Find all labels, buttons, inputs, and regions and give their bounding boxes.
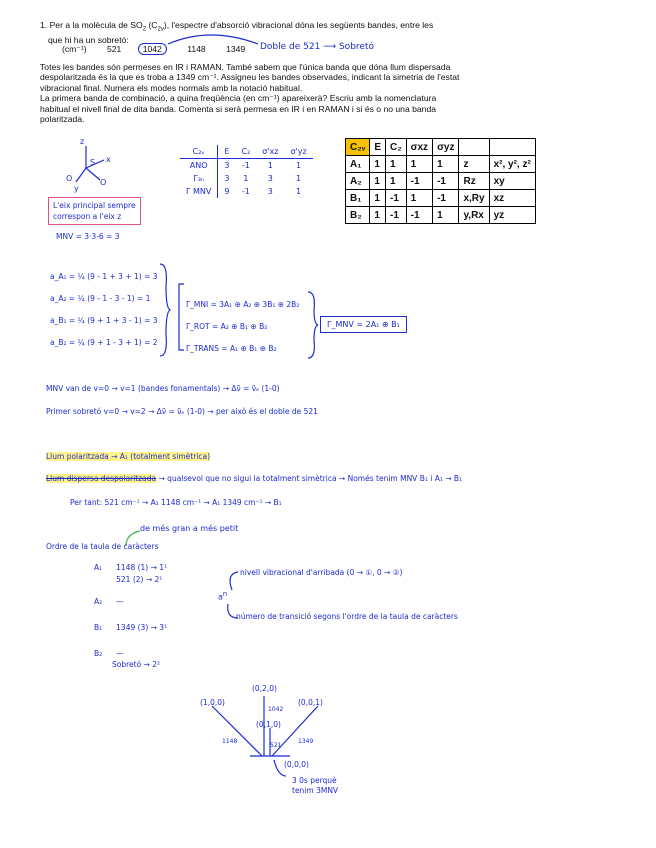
problem-para-2: La primera banda de combinació, a quina freqüència (en cm⁻¹) apareixerà? Escriu amb la nomenclatura habitual el nivell final de dita banda. Comenta si serà permesa en IR i en RAMAN i si és o no una banda polaritzada. <box>40 93 437 125</box>
level-010: (0,1,0) <box>256 720 281 729</box>
gamma-mnv-result: Γ_MNV = 2A₁ ⊕ B₁ <box>320 316 407 333</box>
freq-1349: 1349 <box>226 44 246 54</box>
axis-x-label: x <box>106 155 111 164</box>
reducible-rep-table: C₂ᵥ E C₂ σ'xz σ'yz ANO 3 -1 1 1 Γ₃ₙ 3 1 3 1 Γ MNV 9 -1 3 1 <box>180 145 313 198</box>
problem-paragraphs <box>40 62 460 124</box>
axis-y-label: y <box>74 184 79 193</box>
level-100: (1,0,0) <box>200 698 225 707</box>
principal-axis-note: L'eix principal sempre correspon a l'eix z <box>48 197 141 225</box>
atom-o1-label: O <box>66 174 73 183</box>
problem-number: 1. <box>40 20 48 30</box>
mnv-transition-line: MNV van de v=0 → v=1 (bandes fonamentals) → Δν̃ = ν̃ₑ (1-0) <box>46 384 280 393</box>
brace-right-2 <box>306 290 320 360</box>
freq-1148: 1148 <box>187 44 206 54</box>
diagram-note: 3 0s perquè tenim 3MNV <box>292 776 339 795</box>
axis-z-label: z <box>80 137 85 146</box>
trans-1349: 1349 <box>298 738 314 745</box>
trans-1148: 1148 <box>222 738 238 745</box>
annot-curve <box>160 30 270 50</box>
level-000: (0,0,0) <box>284 760 309 769</box>
notation-symbol: $a^n$ <box>218 590 228 602</box>
freq-1042: 1042 <box>138 43 167 55</box>
table-row: A₁ 1 1 1 1 z x², y², z² <box>346 156 536 173</box>
gamma-decomposition: Γ_MNI = 3A₁ ⊕ A₂ ⊕ 3B₁ ⊕ 2B₂ Γ_ROT = A₂ ⊕ B₁ ⊕ B₂ Γ_TRANS = A₁ ⊕ B₁ ⊕ B₂ <box>186 300 300 353</box>
freq-521: 521 <box>106 44 122 54</box>
notation-top-note: nivell vibracional d'arribada (0 → ①, 0 → ②) <box>240 568 403 577</box>
reduction-formulas: a_A₁ = ¼ (9 - 1 + 3 + 1) = 3 a_A₂ = ¼ (9 - 1 - 3 - 1) = 1 a_B₁ = ¼ (9 + 1 + 3 - 1) = 3 a_B₂ = ¼ (9 + 1 - 3 + 1) = 2 <box>50 272 158 347</box>
band-assignment-summary: Per tant: 521 cm⁻¹ → A₁ 1148 cm⁻¹ → A₁ 1349 cm⁻¹ → B₁ <box>70 498 282 507</box>
table-header-row: C₂ᵥ E C₂ σxz σyz <box>346 139 536 156</box>
atom-o2-label: O <box>100 178 107 187</box>
trans-1042: 1042 <box>268 706 284 713</box>
depolarized-light-line: Llum dispersa despolaritzada → qualsevol que no sigui la totalment simètrica → Només tenim MNV B₁ i A₁ → B₁ <box>46 474 463 483</box>
mode-assignments: A₁ 1148 (1) → 1¹ 521 (2) → 2¹ A₂ — B₁ 1349 (3) → 3¹ B₂ — <box>94 563 168 658</box>
table-order-label: Ordre de la taula de caràcters <box>46 542 159 551</box>
level-020: (0,2,0) <box>252 684 277 693</box>
unit-label: (cm⁻¹) <box>62 44 87 54</box>
brace-right <box>158 262 172 358</box>
problem-line-2: que hi ha un sobretó: <box>48 35 129 46</box>
order-note: de més gran a més petit <box>140 524 239 533</box>
notation-bottom-note: número de transició segons l'ordre de la taula de caràcters <box>236 612 458 621</box>
character-table <box>345 138 536 224</box>
table-row: B₁ 1 -1 1 -1 x,Ry xz <box>346 190 536 207</box>
atom-s-label: S <box>90 158 96 167</box>
problem-line-1: 1. Per a la molècula de $SO_2$ $(C_{2v})$, l'espectre d'absorció vibracional dóna les següents bandes, entre les <box>40 20 434 33</box>
overtone-line: Primer sobretó v=0 → v=2 → Δν̃ = ν̃ₑ (1-0) → per això és el doble de 521 <box>46 407 318 416</box>
level-001: (0,0,1) <box>298 698 323 707</box>
overtone-assignment: Sobretó → 2² <box>112 660 161 669</box>
polarized-light-line: Llum polaritzada → A₁ (totalment simètrica) <box>46 452 211 461</box>
table-row: A₂ 1 1 -1 -1 Rz xy <box>346 173 536 190</box>
mnv-count: MNV = 3·3-6 = 3 <box>56 232 120 241</box>
annot-doble: Doble de 521 ⟶ Sobretó <box>260 42 374 52</box>
problem-para-1: Totes les bandes són permeses en IR i RAMAN. També sabem que l'única banda que dóna llum dispersada despolaritzada és la que es troba a 1349 cm⁻¹. Assigneu les bandes observades, indicant la simetria de l'estat vibracional final. Numera els modes normals amb la notació habitual. <box>40 62 460 93</box>
trans-521: 521 <box>270 742 282 749</box>
table-row: B₂ 1 -1 -1 1 y,Rx yz <box>346 207 536 224</box>
bracket-left <box>176 282 186 352</box>
